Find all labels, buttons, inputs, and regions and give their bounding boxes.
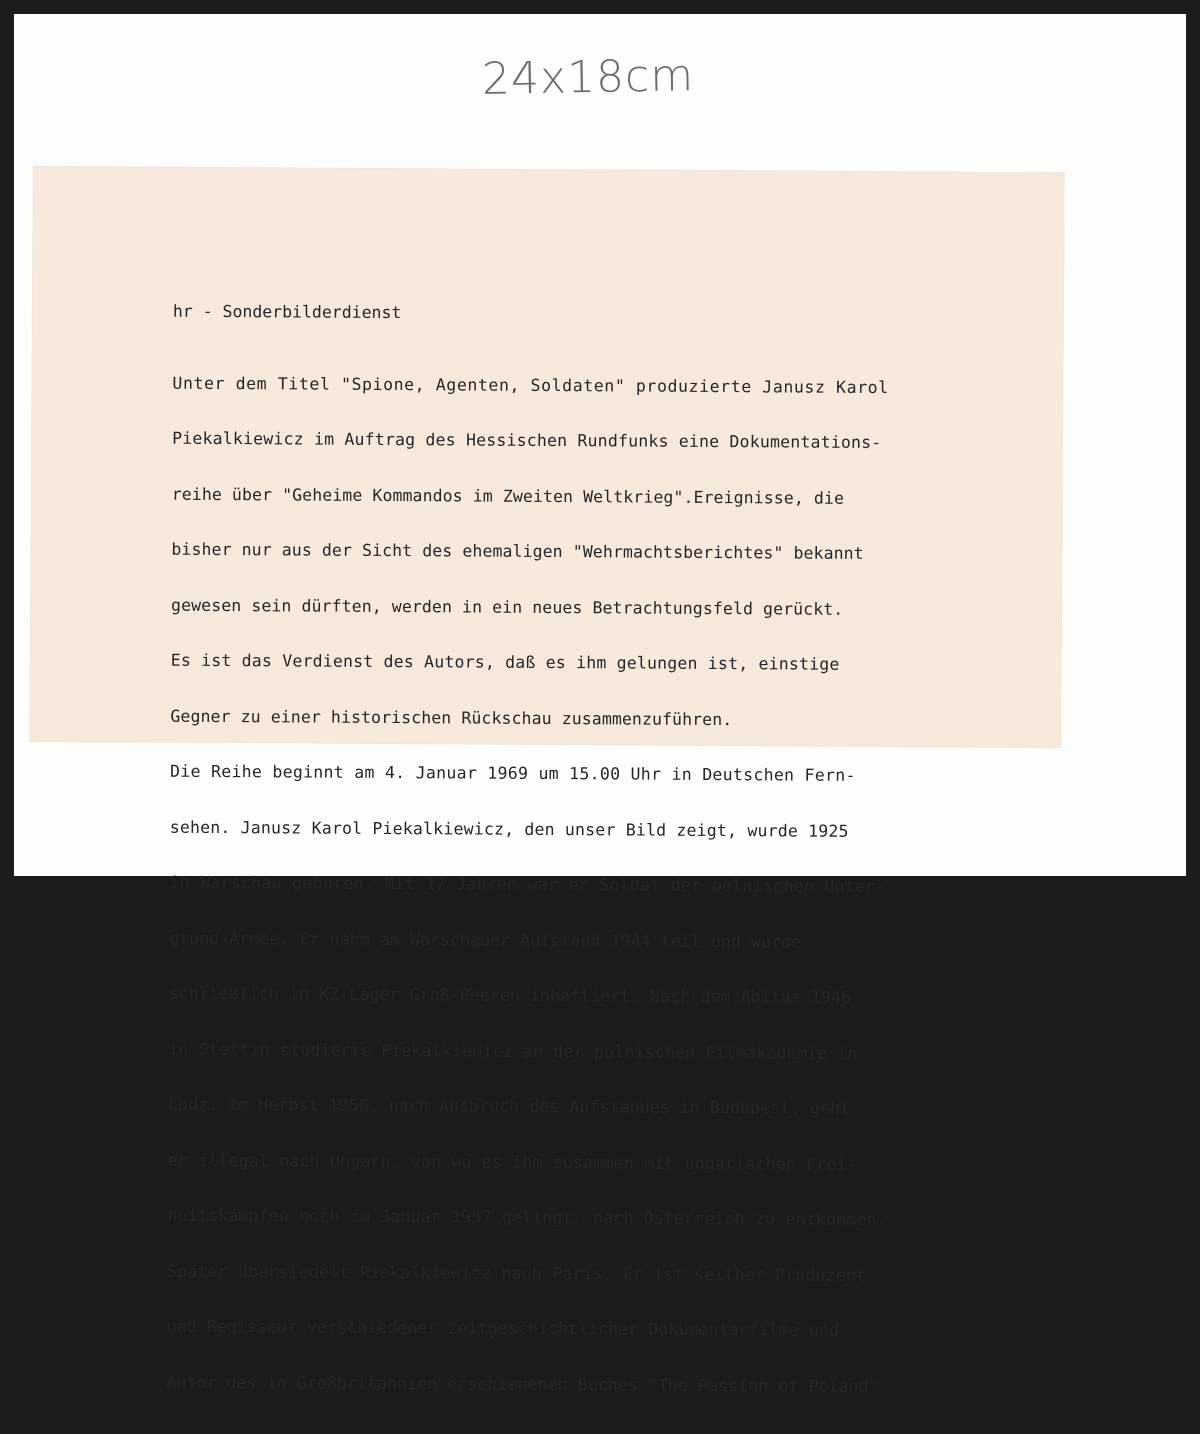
caption-line: Gegner zu einer historischen Rückschau zusammenzuführen. xyxy=(170,706,733,729)
caption-line: er illegal nach Ungarn, von wo es ihm zusammen mit ungarischen Frei- xyxy=(167,1150,857,1174)
typed-caption-text xyxy=(166,266,1063,1434)
caption-line: Piekalkiewicz im Auftrag des Hessischen Rundfunks eine Dokumentations- xyxy=(172,428,882,453)
caption-line: grund-Armee. Er nahm am Warschauer Aufstand 1944 teil und wurde xyxy=(168,928,802,952)
caption-line: und Regisseur verschiedener zeitgeschichtlicher Dokumentarfilme und xyxy=(166,1316,840,1340)
caption-line: Später übersiedelt Piekalkiewicz nach Paris. Er ist seither Produzent xyxy=(166,1261,867,1285)
typed-paper-clipping xyxy=(30,167,1063,1396)
caption-line: Lodz. Im Herbst 1956, nach Ausbruch des Aufstandes in Budapest, geht xyxy=(167,1094,851,1118)
caption-line: sehen. Janusz Karol Piekalkiewicz, den unser Bild zeigt, wurde 1925 xyxy=(169,817,849,841)
caption-line: bisher nur aus der Sicht des ehemaligen "Wehrmachtsberichtes" bekannt xyxy=(171,539,864,563)
caption-line: Unter dem Titel "Spione, Agenten, Soldaten" produzierte Janusz Karol xyxy=(172,373,889,397)
caption-line: in Stettin studierte Piekalkiewicz an der polnischen Filmakademie in xyxy=(168,1039,858,1063)
handwritten-size-note: 24x18cm xyxy=(481,50,695,105)
caption-line: gewesen sein dürften, werden in ein neues Betrachtungsfeld gerückt. xyxy=(171,595,844,619)
caption-line: Die Reihe beginnt am 4. Januar 1969 um 15.00 Uhr in Deutschen Fern- xyxy=(170,761,856,785)
caption-line: schließlich in KZ-Lager Groß-Beeren inhaftiert. Nach dem Abitur 1946 xyxy=(168,983,852,1007)
photo-sheet xyxy=(14,14,1186,1396)
caption-line: Es ist das Verdienst des Autors, daß es ihm gelungen ist, einstige xyxy=(170,650,840,674)
caption-line: heitskämpfen noch im Januar 1957 gelingt, nach Österreich zu entkommen. xyxy=(167,1205,887,1230)
clipping-heading: hr - Sonderbilderdienst xyxy=(172,301,402,323)
caption-line: reihe über "Geheime Kommandos im Zweiten Weltkrieg".Ereignisse, die xyxy=(171,484,845,508)
caption-line: Autor des in Großbritannien erschienenen Buches "The Passion of Poland" xyxy=(166,1372,879,1396)
caption-line: in Warschau geboren. Mit 17 Jahren war er Soldat der polnischen Unter- xyxy=(169,872,886,897)
